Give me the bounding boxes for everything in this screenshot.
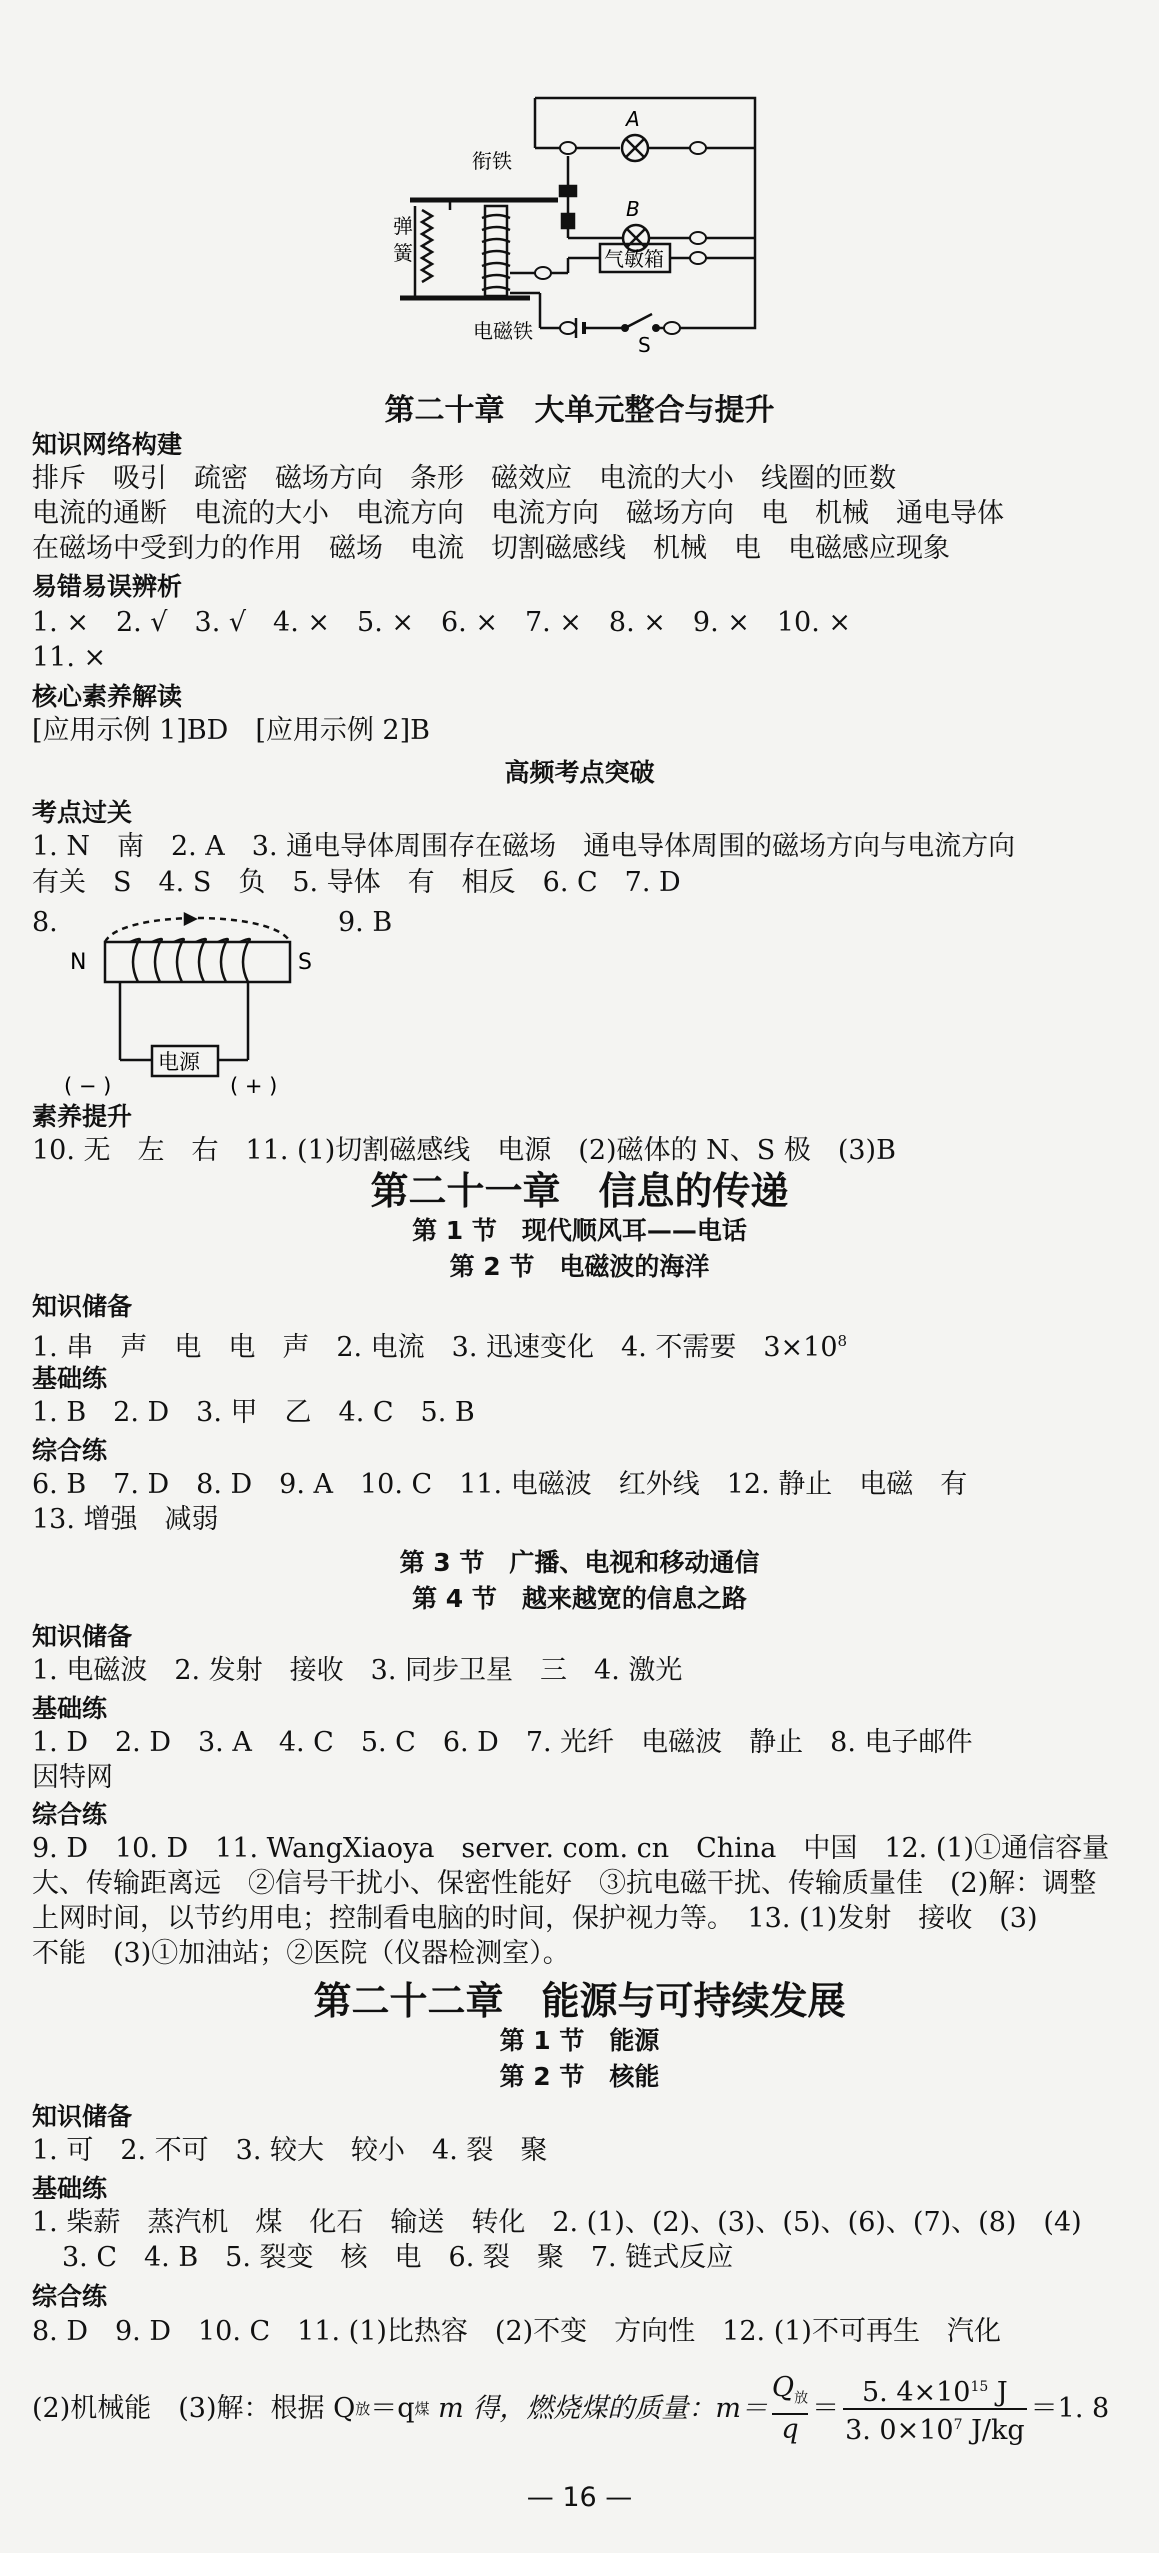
comprehensive-practice-heading-3: 综合练: [32, 2282, 108, 2311]
comprehensive-practice-line-1: 6. B 7. D 8. D 9. A 10. C 11. 电磁波 红外线 12. 静止 电磁 有: [32, 1469, 968, 1500]
lamp-b-label: B: [626, 197, 640, 221]
basic-practice-heading-2: 基础练: [32, 1694, 108, 1723]
literacy-boost-heading: 素养提升: [32, 1102, 133, 1131]
knowledge-reserve-line-1: 1. 串 声 电 电 声 2. 电流 3. 迅速变化 4. 不需要 $3\times 10^8$: [32, 1332, 848, 1363]
chapter-21-title: 第二十一章 信息的传递: [370, 1169, 789, 1213]
knowledge-network-heading: 知识网络构建: [32, 430, 183, 459]
knowledge-reserve-heading-2: 知识储备: [32, 1622, 133, 1651]
fraction-numeric: 5. $4\times 10^{15}$ J 3. $0\times 10^7$ J/kg: [845, 2377, 1025, 2446]
south-pole-label: S: [298, 950, 312, 975]
question-9-answer: 9. B: [338, 907, 393, 938]
comprehensive-practice-line-5: 上网时间，以节约用电；控制看电脑的时间，保护视力等。 13. (1)发射 接收 (3): [32, 1903, 1038, 1934]
chapter-21-section-2: 第 2 节 电磁波的海洋: [449, 1252, 710, 1281]
gas-box-label: 气敏箱: [604, 247, 664, 271]
positive-terminal-label: ( + ): [230, 1074, 278, 1098]
error-analysis-line-2: 11. ×: [32, 642, 107, 673]
knowledge-network-line-1: 排斥 吸引 疏密 磁场方向 条形 磁效应 电流的大小 线圈的匝数: [32, 463, 896, 494]
comprehensive-practice-line-4: 大、传输距离远 ②信号干扰小、保密性能好 ③抗电磁干扰、传输质量佳 (2)解：调整: [32, 1868, 1097, 1899]
chapter-22-title: 第二十二章 能源与可持续发展: [313, 1979, 846, 2023]
literacy-boost-line-1: 10. 无 左 右 11. (1)切割磁感线 电源 (2)磁体的 N、S 极 (3)B: [32, 1135, 896, 1166]
basic-practice-line-4: 1. 柴薪 蒸汽机 煤 化石 输送 转化 2. (1)、(2)、(3)、(5)、(6)、(7)、(8) (4): [32, 2207, 1082, 2238]
comprehensive-practice-line-7: 8. D 9. D 10. C 11. (1)比热容 (2)不变 方向性 12. (1)不可再生 汽化: [32, 2316, 1001, 2347]
question-8-label: 8.: [32, 907, 58, 938]
basic-practice-line-2: 1. D 2. D 3. A 4. C 5. C 6. D 7. 光纤 电磁波 静止 8. 电子邮件: [32, 1727, 973, 1758]
core-literacy-line-1: [应用示例 1]BD [应用示例 2]B: [32, 715, 430, 746]
power-source-label: 电源: [158, 1050, 200, 1074]
comprehensive-practice-heading-1: 综合练: [32, 1436, 108, 1465]
fraction-q-over-q: $Q_放$ q: [771, 2371, 809, 2446]
electromagnet-label: 电磁铁: [473, 319, 533, 343]
knowledge-reserve-heading-3: 知识储备: [32, 2102, 133, 2131]
error-analysis-line-1: 1. × 2. √ 3. √ 4. × 5. × 6. × 7. × 8. × 9. × 10. ×: [32, 607, 852, 638]
spring-label-1: 弹: [393, 214, 413, 238]
page-number: — 16 —: [526, 2482, 633, 2513]
basic-practice-heading-3: 基础练: [32, 2174, 108, 2203]
checkpoint-heading: 考点过关: [32, 798, 133, 827]
solenoid-diagram: [60, 905, 320, 1100]
high-frequency-title: 高频考点突破: [504, 758, 655, 787]
armature-label: 衔铁: [472, 149, 512, 173]
comprehensive-practice-line-3: 9. D 10. D 11. WangXiaoya server. com. cn China 中国 12. (1)①通信容量: [32, 1833, 1110, 1864]
spring-label-2: 簧: [393, 241, 413, 265]
basic-practice-line-3: 因特网: [32, 1762, 113, 1793]
chapter-20-title: 第二十章 大单元整合与提升: [384, 393, 775, 428]
switch-label: S: [638, 333, 651, 357]
comprehensive-practice-heading-2: 综合练: [32, 1800, 108, 1829]
basic-practice-heading-1: 基础练: [32, 1364, 108, 1393]
knowledge-reserve-line-2: 1. 电磁波 2. 发射 接收 3. 同步卫星 三 4. 激光: [32, 1655, 683, 1686]
formula-line: (2)机械能 (3)解：根据 Q 放 ＝q 煤 m 得，燃烧煤的质量：m＝ $Q_放$ q ＝ 5. $4\times 10^{15}$ J 3. $0\times 10^7$ J/kg ＝1. 8: [32, 2371, 1110, 2446]
chapter-21-section-1: 第 1 节 现代顺风耳——电话: [412, 1216, 747, 1245]
north-pole-label: N: [70, 950, 87, 975]
relay-circuit-diagram: [390, 88, 770, 358]
core-literacy-heading: 核心素养解读: [32, 682, 183, 711]
knowledge-reserve-line-3: 1. 可 2. 不可 3. 较大 较小 4. 裂 聚: [32, 2135, 548, 2166]
error-analysis-heading: 易错易误辨析: [32, 572, 183, 601]
checkpoint-line-1: 1. N 南 2. A 3. 通电导体周围存在磁场 通电导体周围的磁场方向与电流方向: [32, 831, 1016, 862]
knowledge-network-line-3: 在磁场中受到力的作用 磁场 电流 切割磁感线 机械 电 电磁感应现象: [32, 533, 950, 564]
knowledge-reserve-heading-1: 知识储备: [32, 1292, 133, 1321]
chapter-21-section-3: 第 3 节 广播、电视和移动通信: [399, 1548, 760, 1577]
negative-terminal-label: ( − ): [64, 1074, 112, 1098]
chapter-22-section-2: 第 2 节 核能: [499, 2062, 660, 2091]
basic-practice-line-1: 1. B 2. D 3. 甲 乙 4. C 5. B: [32, 1397, 475, 1428]
basic-practice-line-5: 3. C 4. B 5. 裂变 核 电 6. 裂 聚 7. 链式反应: [62, 2242, 734, 2273]
knowledge-network-line-2: 电流的通断 电流的大小 电流方向 电流方向 磁场方向 电 机械 通电导体: [32, 498, 1004, 529]
chapter-22-section-1: 第 1 节 能源: [499, 2026, 660, 2055]
lamp-a-label: A: [626, 107, 640, 131]
chapter-21-section-4: 第 4 节 越来越宽的信息之路: [412, 1584, 747, 1613]
comprehensive-practice-line-2: 13. 增强 减弱: [32, 1504, 219, 1535]
checkpoint-line-2: 有关 S 4. S 负 5. 导体 有 相反 6. C 7. D: [32, 867, 681, 898]
comprehensive-practice-line-6: 不能 (3)①加油站；②医院（仪器检测室）。: [32, 1938, 570, 1969]
